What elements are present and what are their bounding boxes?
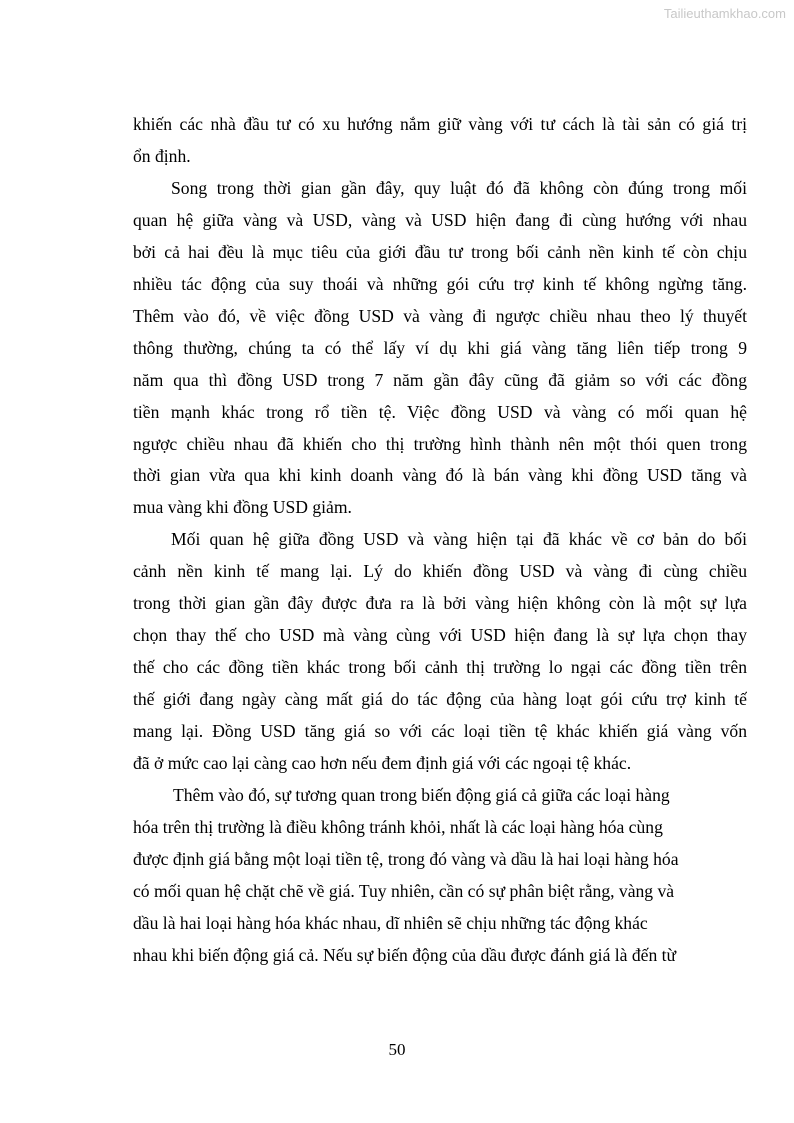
text-line: thế giới đang ngày càng mất giá do tác động của hàng loạt gói cứu trợ kinh tế <box>133 689 747 710</box>
text-line: thế cho các đồng tiền khác trong bối cảnh thị trường lo ngại các đồng tiền trên <box>133 657 747 678</box>
text-line: hóa trên thị trường là điều không tránh khỏi, nhất là các loại hàng hóa cùng <box>133 816 663 837</box>
text-line: được định giá bằng một loại tiền tệ, trong đó vàng và dầu là hai loại hàng hóa <box>133 848 679 869</box>
paragraph <box>133 780 747 972</box>
text-line: tiền mạnh khác trong rổ tiền tệ. Việc đồng USD và vàng có mối quan hệ <box>133 401 747 422</box>
text-line: Thêm vào đó, sự tương quan trong biến động giá cả giữa các loại hàng <box>173 785 670 806</box>
document-body <box>133 109 747 972</box>
text-line: thông thường, chúng ta có thể lấy ví dụ khi giá vàng tăng liên tiếp trong 9 <box>133 337 747 358</box>
watermark: Tailieuthamkhao.com <box>663 6 786 21</box>
text-line: chọn thay thế cho USD mà vàng cùng với USD hiện đang là sự lựa chọn thay <box>133 625 747 646</box>
paragraph <box>133 173 747 524</box>
text-line: mang lại. Đồng USD tăng giá so với các loại tiền tệ khác khiến giá vàng vốn <box>133 721 747 742</box>
paragraph <box>133 524 747 780</box>
page-number: 50 <box>388 1040 406 1059</box>
text-line: đã ở mức cao lại càng cao hơn nếu đem định giá với các ngoại tệ khác. <box>133 753 632 774</box>
text-line: khiến các nhà đầu tư có xu hướng nắm giữ vàng với tư cách là tài sản có giá trị <box>133 114 747 134</box>
text-line: thời gian vừa qua khi kinh doanh vàng đó là bán vàng khi đồng USD tăng và <box>133 465 747 486</box>
text-line: có mối quan hệ chặt chẽ về giá. Tuy nhiên, cần có sự phân biệt rằng, vàng và <box>133 880 675 901</box>
text-line: Mối quan hệ giữa đồng USD và vàng hiện tại đã khác về cơ bản do bối <box>171 529 747 550</box>
text-line: nhiều tác động của suy thoái và những gói cứu trợ kinh tế không ngừng tăng. <box>133 273 747 294</box>
text-line: ổn định. <box>133 145 191 166</box>
text-line: trong thời gian gần đây được đưa ra là bởi vàng hiện không còn là một sự lựa <box>133 593 747 614</box>
paragraph <box>133 109 747 173</box>
text-line: dầu là hai loại hàng hóa khác nhau, dĩ nhiên sẽ chịu những tác động khác <box>133 912 648 933</box>
text-line: bởi cả hai đều là mục tiêu của giới đầu tư trong bối cảnh nền kinh tế còn chịu <box>133 241 747 262</box>
text-line: Thêm vào đó, về việc đồng USD và vàng đi ngược chiều nhau theo lý thuyết <box>133 305 747 326</box>
text-line: nhau khi biến động giá cả. Nếu sự biến động của dầu được đánh giá là đến từ <box>133 944 677 965</box>
text-line: cảnh nền kinh tế mang lại. Lý do khiến đồng USD và vàng đi cùng chiều <box>133 561 747 582</box>
text-line: Song trong thời gian gần đây, quy luật đó đã không còn đúng trong mối <box>171 177 747 198</box>
text-line: năm qua thì đồng USD trong 7 năm gần đây cũng đã giảm so với các đồng <box>133 369 747 390</box>
text-line: quan hệ giữa vàng và USD, vàng và USD hiện đang đi cùng hướng với nhau <box>133 209 747 230</box>
text-line: ngược chiều nhau đã khiến cho thị trường hình thành nên một thói quen trong <box>133 433 747 454</box>
text-line: mua vàng khi đồng USD giảm. <box>133 497 352 518</box>
